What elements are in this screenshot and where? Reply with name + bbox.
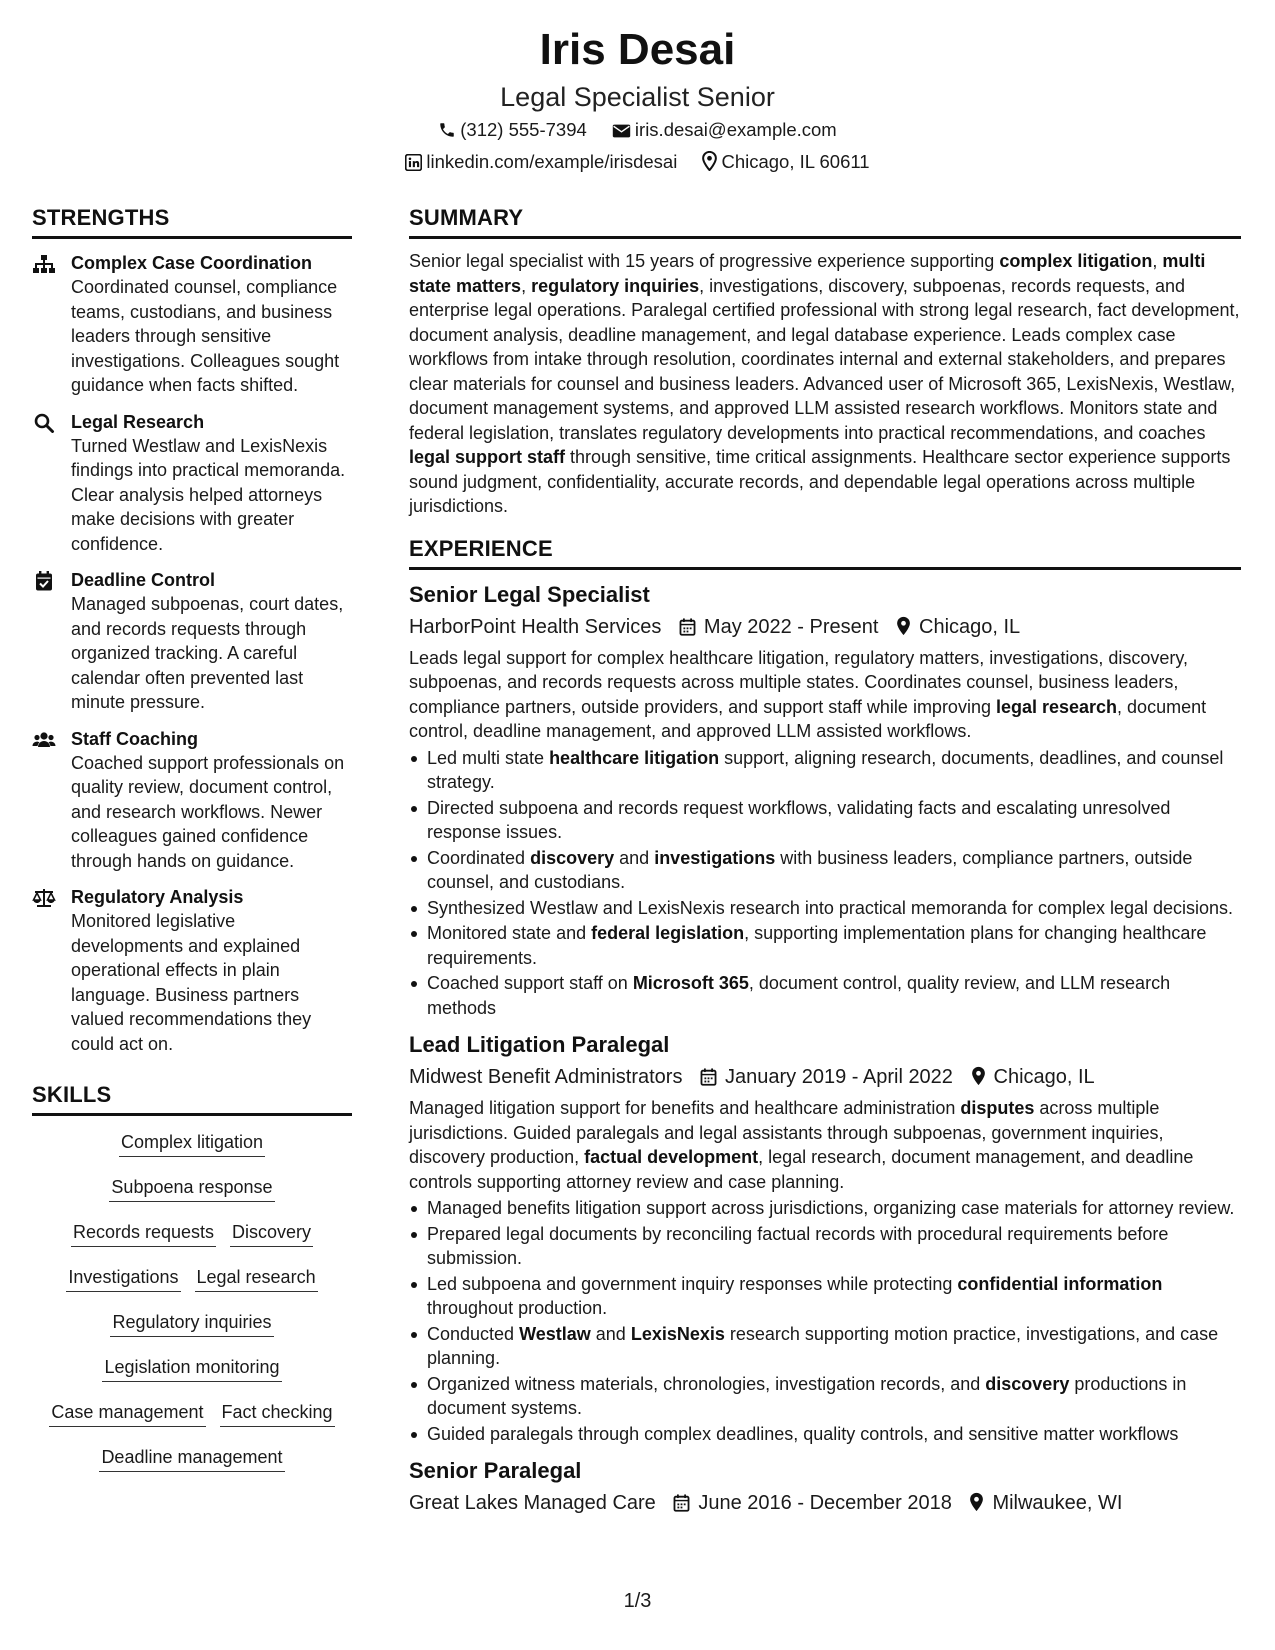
skill-row: [32, 1400, 352, 1445]
job-title: Lead Litigation Paralegal: [409, 1032, 670, 1057]
skill-tag: Deadline management: [99, 1445, 284, 1472]
text-run: throughout production.: [427, 1298, 608, 1318]
text-run: , document control, quality review, and LLM research methods: [427, 973, 1171, 1018]
email-contact[interactable]: [612, 114, 837, 146]
skill-row: [32, 1265, 352, 1310]
skill-row: [32, 1175, 352, 1220]
skill-tag: Fact checking: [220, 1400, 335, 1427]
text-run: research supporting motion practice, investigations, and case planning.: [427, 1323, 1219, 1368]
phone-text: (312) 555-7394: [460, 119, 587, 140]
strength-desc: Monitored legislative developments and explained operational effects in plain language. Business partners valued recommendations they could act on.: [71, 911, 312, 1054]
bullet-item: [409, 896, 1241, 921]
search-icon: [32, 413, 56, 433]
text-run: Monitored state and: [427, 923, 592, 943]
bold-phrase: legal research: [995, 696, 1118, 717]
text-run: Leads legal support for complex healthcare litigation, regulatory matters, investigations, discovery, subpoenas, and records requests across multiple states. Coordinates counsel, business leaders, compliance partners, outside providers, and support staff while improving: [409, 647, 1189, 717]
job-location-text: Chicago, IL: [993, 1066, 1095, 1088]
bullet-item: [409, 1222, 1241, 1271]
strengths-heading: STRENGTHS: [32, 205, 352, 239]
bold-phrase: LexisNexis: [630, 1323, 725, 1344]
job-company: HarborPoint Health Services: [409, 615, 662, 638]
contact-row-2: [0, 146, 1275, 178]
job-bullets: [409, 746, 1241, 1021]
bold-phrase: factual development: [584, 1147, 759, 1167]
job-title: Senior Paralegal: [409, 1458, 582, 1483]
job-location: [971, 1061, 1095, 1093]
text-run: Coached support staff on: [427, 973, 633, 993]
bullet-item: [409, 921, 1241, 970]
skill-tag: Records requests: [71, 1220, 216, 1247]
bold-phrase: disputes: [960, 1098, 1035, 1118]
text-run: Conducted: [427, 1323, 520, 1344]
skill-row: [32, 1220, 352, 1265]
bold-phrase: confidential information: [957, 1273, 1163, 1294]
strength-title: Staff Coaching: [71, 728, 199, 749]
job-meta: [409, 611, 1241, 643]
job-location: [896, 611, 1020, 643]
text-run: Led subpoena and government inquiry responses while protecting: [427, 1273, 958, 1294]
bullet-item: [409, 846, 1241, 895]
strength-item: [32, 410, 352, 557]
job-company: Great Lakes Managed Care: [409, 1492, 656, 1514]
users-icon: [32, 730, 56, 750]
calendar-icon: [700, 1068, 717, 1086]
text-run: Managed litigation support for benefits and healthcare administration: [409, 1098, 961, 1118]
map-pin-icon: [971, 1066, 986, 1086]
skill-tag: Legal research: [195, 1265, 318, 1292]
job-description: [409, 1096, 1241, 1194]
bold-phrase: healthcare litigation: [549, 747, 720, 768]
text-run: Coordinated: [427, 847, 531, 868]
contact-row-1: [0, 114, 1275, 146]
job-location-text: Chicago, IL: [919, 615, 1021, 638]
text-run: and: [614, 847, 655, 868]
bullet-item: [409, 1372, 1241, 1421]
bullet-item: [409, 1272, 1241, 1321]
skill-row: [32, 1130, 352, 1175]
text-run: support, aligning research, documents, deadlines, and counsel strategy.: [427, 747, 1224, 792]
job-dates: [700, 1061, 953, 1093]
skill-tag: Legislation monitoring: [102, 1355, 281, 1382]
right-column: [409, 205, 1241, 1519]
text-run: ,: [1152, 251, 1163, 271]
text-run: through sensitive, time critical assignments. Healthcare sector experience supports sound judgment, confidentiality, accurate records, and dependable legal operations across multiple jurisdictions.: [409, 447, 1231, 516]
job-meta: [409, 1487, 1241, 1519]
strength-desc: Coordinated counsel, compliance teams, custodians, and business leaders through sensitive investigations. Colleagues sought guidance when facts shifted.: [71, 277, 340, 395]
bold-phrase: multi state matters: [409, 251, 1206, 296]
bullet-item: [409, 1322, 1241, 1371]
phone-icon: [438, 121, 456, 139]
bold-phrase: Microsoft 365: [632, 973, 749, 993]
candidate-name: Iris Desai: [539, 25, 736, 74]
skill-tag: Case management: [49, 1400, 205, 1427]
text-run: Organized witness materials, chronologies, investigation records, and: [427, 1373, 986, 1394]
strength-title: Legal Research: [71, 411, 205, 432]
job-bullets: [409, 1196, 1241, 1446]
bold-phrase: federal legislation: [591, 923, 745, 943]
skill-row: [32, 1445, 352, 1490]
strength-desc: Coached support professionals on quality review, document control, and research workflows. Newer colleagues gained confidence through hands on guidance.: [71, 752, 345, 871]
strength-item: [32, 568, 352, 715]
scale-icon: [32, 888, 56, 908]
strength-title: Complex Case Coordination: [71, 253, 313, 273]
job-company: Midwest Benefit Administrators: [409, 1066, 683, 1088]
job-dates: [679, 611, 879, 643]
skill-tag: Discovery: [230, 1220, 313, 1247]
location-contact: [702, 146, 869, 178]
job-description: [409, 646, 1241, 744]
text-run: , supporting implementation plans for changing healthcare requirements.: [427, 923, 1207, 968]
phone-contact[interactable]: [438, 114, 587, 146]
bullet-item: [409, 796, 1241, 845]
skill-row: [32, 1310, 352, 1355]
map-pin-icon: [702, 151, 717, 171]
bullet-item: [409, 971, 1241, 1020]
text-run: across multiple jurisdictions. Guided paralegals and legal assistants through subpoenas, government inquiries, discovery production,: [409, 1098, 1164, 1167]
strength-title: Regulatory Analysis: [71, 887, 244, 907]
strength-desc: Managed subpoenas, court dates, and records requests through organized tracking. A careful calendar often prevented last minute pressure.: [71, 594, 344, 712]
linkedin-text: linkedin.com/example/irisdesai: [426, 151, 678, 172]
text-run: with business leaders, compliance partners, outside counsel, and custodians.: [427, 847, 1193, 892]
job-location-text: Milwaukee, WI: [992, 1492, 1123, 1514]
bullet-item: [409, 1196, 1241, 1221]
skill-tag: Complex litigation: [119, 1130, 265, 1157]
job-dates-text: June 2016 - December 2018: [698, 1492, 952, 1514]
bold-phrase: complex litigation: [999, 251, 1153, 271]
job-dates-text: January 2019 - April 2022: [725, 1066, 953, 1088]
text-run: , investigations, discovery, subpoenas, records requests, and enterprise legal operations. Paralegal certified professional with strong legal research, fact development, document analysis, deadline management, and legal database experience. Leads complex case workflows from intake through resolution, coordinates internal and external stakeholders, and prepares clear materials for counsel and business leaders. Advanced user of Microsoft 365, LexisNexis, Westlaw, document management systems, and approved LLM assisted research workflows. Monitors state and federal legislation, translates regulatory developments into practical recommendations, and coaches: [409, 275, 1240, 443]
left-column: [32, 205, 352, 1490]
page-number: 1/3: [623, 1590, 652, 1612]
text-run: Managed benefits litigation support across jurisdictions, organizing case materials for attorney review.: [427, 1198, 1235, 1218]
envelope-icon: [612, 123, 631, 139]
text-run: Senior legal specialist with 15 years of progressive experience supporting: [409, 251, 1000, 271]
job-entry: [409, 580, 1241, 1021]
job-dates-text: May 2022 - Present: [703, 615, 879, 638]
bullet-item: [409, 1422, 1241, 1447]
email-text: iris.desai@example.com: [634, 119, 837, 140]
text-run: Guided paralegals through complex deadlines, quality controls, and sensitive matter workflows: [427, 1423, 1179, 1444]
strength-item: [32, 251, 352, 398]
text-run: Directed subpoena and records request workflows, validating facts and escalating unresolved response issues.: [427, 797, 1171, 842]
skill-tag: Regulatory inquiries: [110, 1310, 273, 1337]
summary-heading: SUMMARY: [409, 205, 1241, 239]
summary-text: [409, 249, 1241, 519]
skill-tag: Investigations: [66, 1265, 180, 1292]
skill-tag: Subpoena response: [109, 1175, 274, 1202]
location-text: Chicago, IL 60611: [721, 151, 870, 172]
map-pin-icon: [896, 616, 911, 636]
sitemap-icon: [32, 254, 56, 274]
strength-item: [32, 727, 352, 874]
text-run: Prepared legal documents by reconciling factual records with procedural requirements before submission.: [427, 1223, 1169, 1268]
skills-heading: SKILLS: [32, 1082, 352, 1116]
job-entry: [409, 1030, 1241, 1446]
bold-phrase: regulatory inquiries: [531, 275, 700, 296]
skills-list: [32, 1130, 352, 1490]
job-entry: [409, 1456, 1241, 1519]
calendar-icon: [673, 1494, 690, 1512]
job-location: [969, 1487, 1122, 1519]
experience-heading: EXPERIENCE: [409, 536, 1241, 570]
bold-phrase: legal support staff: [409, 447, 566, 467]
strength-title: Deadline Control: [71, 570, 216, 590]
text-run: Synthesized Westlaw and LexisNexis research into practical memoranda for complex legal decisions.: [427, 897, 1234, 918]
skill-row: [32, 1355, 352, 1400]
text-run: ,: [521, 275, 532, 296]
candidate-role: Legal Specialist Senior: [500, 82, 775, 112]
bold-phrase: discovery: [985, 1373, 1070, 1394]
job-meta: [409, 1061, 1241, 1093]
text-run: Led multi state: [427, 747, 550, 768]
text-run: productions in document systems.: [427, 1373, 1187, 1418]
text-run: , legal research, document management, and deadline controls supporting attorney review and case planning.: [409, 1147, 1194, 1192]
map-pin-icon: [969, 1492, 984, 1512]
calendar-check-icon: [32, 571, 56, 591]
bold-phrase: investigations: [654, 847, 776, 868]
calendar-icon: [679, 618, 696, 636]
strength-item: [32, 885, 352, 1056]
text-run: , document control, deadline management, and approved LLM assisted workflows.: [409, 696, 1207, 741]
bold-phrase: Westlaw: [519, 1323, 591, 1344]
resume-header: [0, 22, 1275, 178]
bullet-item: [409, 746, 1241, 795]
linkedin-contact[interactable]: [405, 146, 677, 178]
strength-desc: Turned Westlaw and LexisNexis findings into practical memoranda. Clear analysis helped attorneys make decisions with greater confidence.: [71, 435, 346, 554]
bold-phrase: discovery: [530, 847, 615, 868]
job-dates: [673, 1487, 952, 1519]
linkedin-icon: [405, 154, 422, 171]
job-title: Senior Legal Specialist: [409, 581, 650, 607]
text-run: and: [590, 1323, 631, 1344]
